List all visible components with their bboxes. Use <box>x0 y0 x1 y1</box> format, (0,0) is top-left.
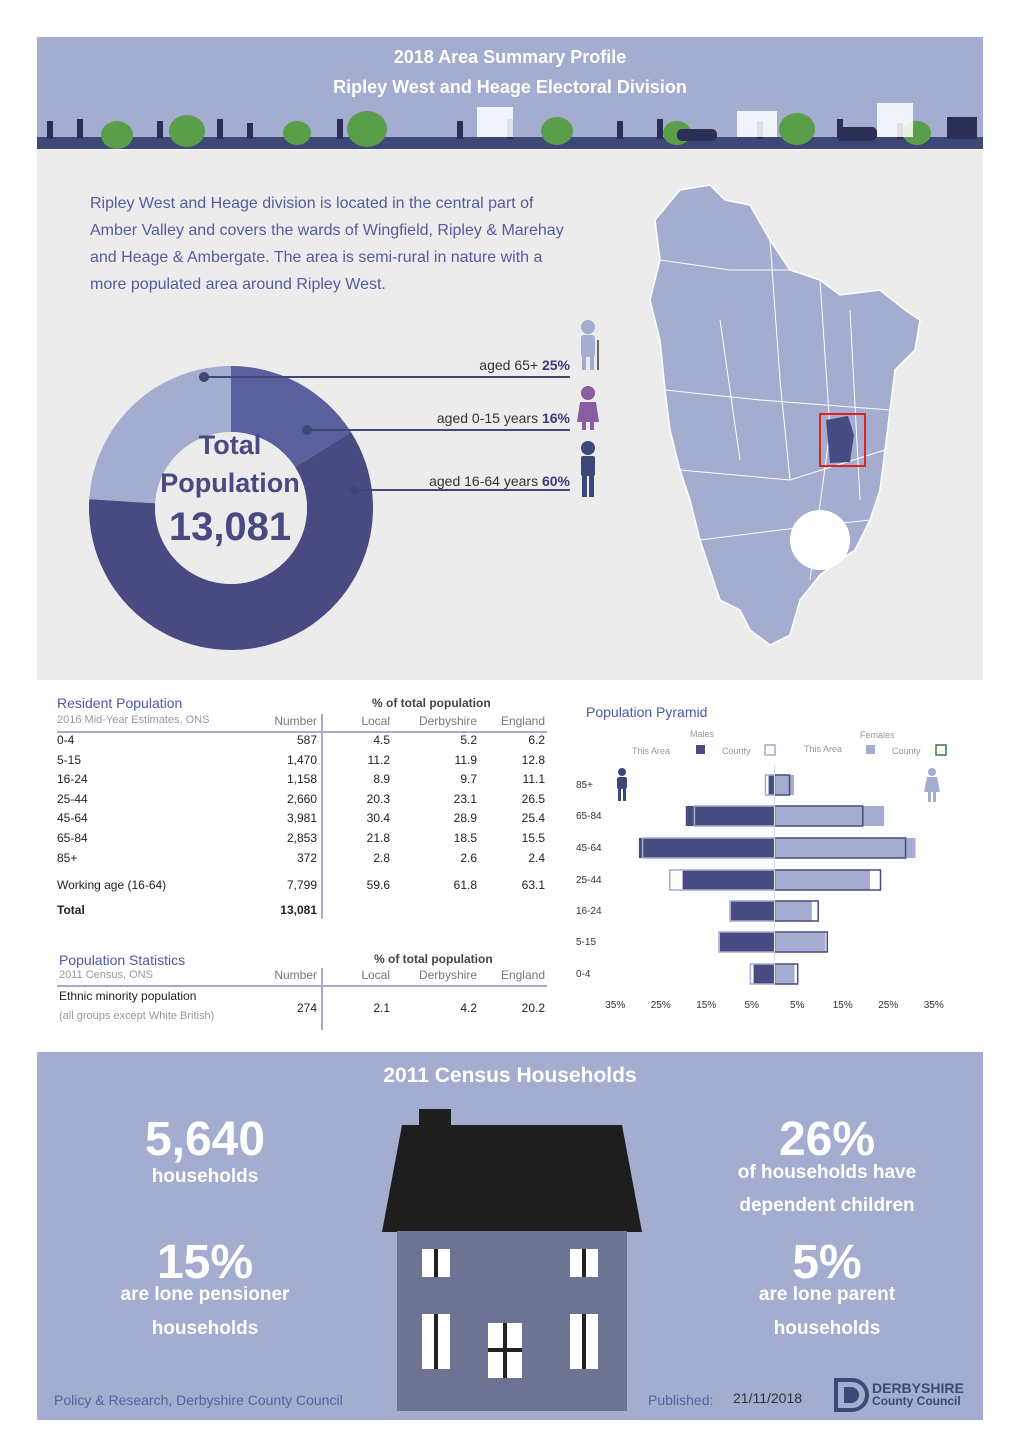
bar-males-area <box>639 838 775 858</box>
pyramid-tick-label: 35% <box>923 1000 944 1011</box>
dcc-logo-mark <box>832 1378 872 1412</box>
children-line-1: of households have <box>737 1162 917 1183</box>
pyramid-tick-label: 15% <box>832 1000 853 1011</box>
pyramid-tick-label: 35% <box>605 1000 626 1011</box>
header-banner <box>37 37 983 149</box>
parent-line-1: are lone parent <box>758 1284 896 1305</box>
ethnic-number: 274 <box>296 1001 317 1015</box>
ethnic-local: 2.1 <box>373 1001 390 1015</box>
resident-table-title: Resident Population <box>57 695 183 711</box>
ethnic-derbyshire: 4.2 <box>460 1001 477 1015</box>
table-row: 25-44 2,660 20.3 23.1 26.5 <box>57 791 545 806</box>
derbyshire-map <box>640 180 960 650</box>
pyramid-category-label: 85+ <box>576 780 593 791</box>
male-icon <box>617 768 627 801</box>
pyramid-category-label: 5-15 <box>576 937 597 948</box>
bar-males-area <box>769 775 775 795</box>
ethnic-minority-note: (all groups except White British) <box>59 1010 215 1022</box>
footer-source: Policy & Research, Derbyshire County Council <box>54 1392 343 1408</box>
pyramid-category-label: 45-64 <box>576 843 602 854</box>
legend-females: Females <box>860 730 895 740</box>
bar-males-area <box>731 901 775 921</box>
bar-males-area <box>686 806 775 826</box>
pensioner-line-1: are lone pensioner <box>120 1284 290 1305</box>
published-label: Published: <box>648 1392 714 1408</box>
table-row: 85+ 372 2.8 2.6 2.4 <box>57 850 545 865</box>
resident-population-table <box>57 695 557 930</box>
pensioner-line-2: households <box>151 1318 259 1339</box>
table-row: 16-24 1,158 8.9 9.7 11.1 <box>57 772 545 787</box>
household-count-label: households <box>151 1166 259 1187</box>
pyramid-category-label: 0-4 <box>576 969 591 980</box>
bar-females-area <box>775 870 871 890</box>
stats-pct-header: % of total population <box>374 952 493 966</box>
parent-line-2: households <box>773 1318 881 1339</box>
total-label-2: Population <box>160 468 300 498</box>
bar-females-area <box>775 964 795 984</box>
child-icon <box>577 386 599 430</box>
children-pct: 26% <box>778 1113 876 1166</box>
age-16-64-label: aged 16-64 years 60% <box>429 473 570 489</box>
bar-females-area <box>775 775 795 795</box>
pyramid-title: Population Pyramid <box>586 704 708 720</box>
total-row: Total 13,081 <box>57 903 317 917</box>
bar-males-area <box>720 932 775 952</box>
household-count: 5,640 <box>144 1113 266 1166</box>
ethnic-minority-label: Ethnic minority population <box>59 989 197 1003</box>
pyramid-tick-label: 5% <box>790 1000 805 1011</box>
stats-table-source: 2011 Census, ONS <box>59 969 153 981</box>
age-group-icons <box>574 318 604 498</box>
pyramid-tick-label: 5% <box>744 1000 759 1011</box>
page-title: 2018 Area Summary Profile <box>393 47 627 67</box>
households-panel <box>37 1052 983 1420</box>
svg-text:This Area: This Area <box>632 746 671 756</box>
svg-text:County: County <box>892 746 921 756</box>
legend-males: Males <box>690 729 715 739</box>
pyramid-legend <box>632 744 946 756</box>
table-row: 45-64 3,981 30.4 28.9 25.4 <box>57 811 545 826</box>
pyramid-category-label: 25-44 <box>576 875 602 886</box>
pyramid-category-label: 65-84 <box>576 811 602 822</box>
page-subtitle: Ripley West and Heage Electoral Division <box>333 77 687 97</box>
svg-text:This Area: This Area <box>804 744 843 754</box>
table-row: 65-84 2,853 21.8 18.5 15.5 <box>57 831 545 845</box>
total-label-1: Total <box>198 430 262 460</box>
intro-text: Ripley West and Heage division is located in the central part of Amber Valley and covers the wards of Wingfield, Ripley & Marehay and Heage & Ambergate. The area is semi-rural in nature with a more populated area around Ripley West. <box>90 195 564 293</box>
children-line-2: dependent children <box>739 1195 915 1216</box>
table-row: 0-4 587 4.5 5.2 6.2 <box>57 733 545 747</box>
female-icon <box>924 768 940 802</box>
population-statistics-table <box>57 952 557 1032</box>
bar-males-area <box>754 964 775 984</box>
age-0-15-label: aged 0-15 years 16% <box>436 410 570 426</box>
svg-text:County: County <box>722 746 751 756</box>
ethnic-england: 20.2 <box>521 1001 545 1015</box>
age-65-label: aged 65+ 25% <box>479 357 570 373</box>
households-title: 2011 Census Households <box>383 1064 637 1087</box>
pensioner-pct: 15% <box>156 1236 254 1289</box>
bar-females-area <box>775 806 885 826</box>
table-row: 5-15 1,470 11.2 11.9 12.8 <box>57 752 545 767</box>
pyramid-tick-label: 15% <box>696 1000 717 1011</box>
bar-females-area <box>775 838 916 858</box>
parent-pct: 5% <box>792 1236 862 1289</box>
working-age-row: Working age (16-64) 7,799 59.6 61.8 63.1 <box>57 878 545 892</box>
bar-males-area <box>683 870 775 890</box>
adult-person-icon <box>581 441 595 497</box>
dcc-logo-text: DERBYSHIRE County Council <box>872 1380 964 1408</box>
pyramid-tick-label: 25% <box>650 1000 671 1011</box>
pyramid-tick-label: 25% <box>878 1000 899 1011</box>
pyramid-category-label: 16-24 <box>576 906 602 917</box>
total-population: 13,081 <box>168 505 292 549</box>
resident-pct-header: % of total population <box>372 696 491 710</box>
elderly-person-icon <box>581 320 599 370</box>
population-pyramid <box>570 700 970 1020</box>
stats-table-title: Population Statistics <box>59 952 186 968</box>
resident-table-header: Number Local Derbyshire England <box>274 714 545 728</box>
stats-table-header: Number Local Derbyshire England <box>274 968 545 982</box>
bar-females-area <box>775 932 826 952</box>
house-icon <box>382 1107 642 1412</box>
published-date: 21/11/2018 <box>733 1390 803 1406</box>
community-illustration <box>37 99 983 149</box>
bar-females-area <box>775 901 812 921</box>
resident-table-source: 2016 Mid-Year Estimates, ONS <box>57 714 210 726</box>
